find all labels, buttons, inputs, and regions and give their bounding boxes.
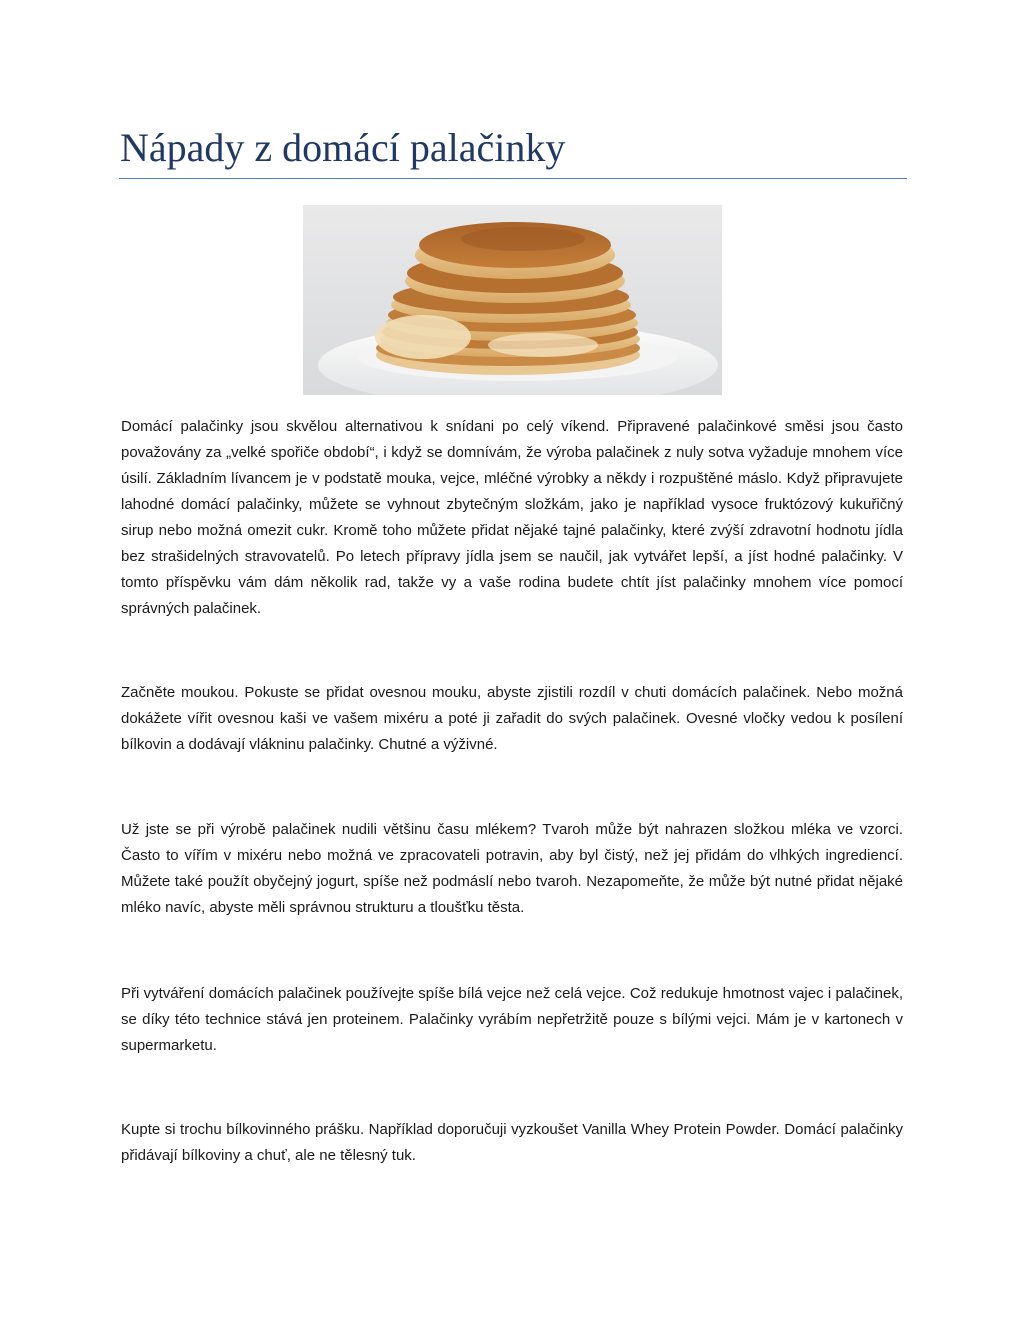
title-underline bbox=[119, 178, 907, 179]
page-title: Nápady z domácí palačinky bbox=[120, 125, 566, 170]
paragraph-protein: Kupte si trochu bílkovinného prášku. Například doporučuji vyzkoušet Vanilla Whey Protein Powder. Domácí palačinky přidávají bílkoviny a chuť, ale ne tělesný tuk. bbox=[121, 1121, 903, 1164]
paragraph-flour: Začněte moukou. Pokuste se přidat ovesnou mouku, abyste zjistili rozdíl v chuti domácích palačinek. Nebo možná dokážete vířit ovesnou kaši ve vašem mixéru a poté ji zařadit do svých palačinek. Ovesné vločky vedou k posílení bílkovin a dodávají vlákninu palačinky. Chutné a výživné. bbox=[121, 684, 903, 753]
paragraph-milk: Už jste se při výrobě palačinek nudili většinu času mlékem? Tvaroh může být nahrazen složkou mléka ve vzorci. Často to vířím v mixéru nebo možná ve zpracovateli potravin, aby byl čistý, než jej přidám do vlhkých ingrediencí. Můžete také použít obyčejný jogurt, spíše než podmáslí nebo tvaroh. Nezapomeňte, že může být nutné přidat nějaké mléko navíc, abyste měli správnou strukturu a tloušťku těsta. bbox=[121, 821, 903, 916]
paragraph-intro: Domácí palačinky jsou skvělou alternativou k snídani po celý víkend. Připravené palačinkové směsi jsou často považovány za „velké spořiče období“, i když se domnívám, že výroba palačinek z nuly sotva vyžaduje mnohem více úsilí. Základním lívancem je v podstatě mouka, vejce, mléčné výrobky a někdy i rozpuštěné máslo. Když připravujete lahodné domácí palačinky, můžete se vyhnout zbytečným složkám, jako je například vysoce fruktózový kukuřičný sirup nebo možná omezit cukr. Kromě toho můžete přidat nějaké tajné palačinky, které zvýší zdravotní hodnotu jídla bez strašidelných stravovatelů. Po letech přípravy jídla jsem se naučil, jak vytvářet lepší, a jíst hodné palačinky. V tomto příspěvku vám dám několik rad, takže vy a vaše rodina budete chtít jíst palačinky mnohem více pomocí správných palačinek. bbox=[121, 418, 903, 617]
pancake-stack-photo bbox=[303, 205, 722, 395]
paragraph-eggs: Při vytváření domácích palačinek používejte spíše bílá vejce než celá vejce. Což redukuje hmotnost vajec i palačinek, se díky této technice stává jen proteinem. Palačinky vyrábím nepřetržitě pouze s bílými vejci. Mám je v kartonech v supermarketu. bbox=[121, 985, 903, 1054]
